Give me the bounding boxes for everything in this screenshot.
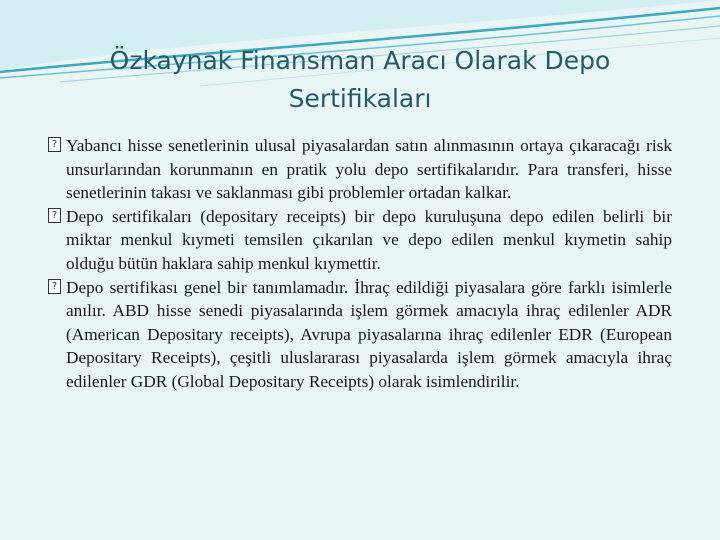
bullet-icon: ?	[48, 137, 61, 152]
paragraph-text: Yabancı hisse senetlerinin ulusal piyasalardan satın alınmasının ortaya çıkaracağı risk unsurlarından korunmanın en pratik yolu depo sertifikalarıdır. Para transferi, hisse senetlerinin takası ve saklanması gibi problemler ortadan kalkar.	[66, 136, 672, 203]
bullet-paragraph-3	[48, 276, 672, 394]
bullet-paragraph-2	[48, 205, 672, 276]
paragraph-text: Depo sertifikaları (depositary receipts) bir depo kuruluşuna depo edilen belirli bir miktar menkul kıymeti temsilen çıkarılan ve depo edilen menkul kıymetin sahip olduğu bütün haklara sahip menkul kıymettir.	[66, 206, 672, 273]
slide-title: Özkaynak Finansman Aracı Olarak Depo Sertifikaları	[109, 46, 611, 113]
bullet-paragraph-1	[48, 134, 672, 205]
slide-body	[48, 134, 672, 394]
paragraph-text: Depo sertifikası genel bir tanımlamadır. İhraç edildiği piyasalara göre farklı isimlerle anılır. ABD hisse senedi piyasalarında işlem görmek amacıyla ihraç edilenler ADR (American Depositary receipts), Avrupa piyasalarına ihraç edilenler EDR (European Depositary Receipts), çeşitli uluslararası piyasalarda işlem görmek amacıyla ihraç edilenler GDR (Global Depositary Receipts) olarak isimlendirilir.	[66, 277, 672, 391]
bullet-icon: ?	[48, 208, 61, 223]
bullet-icon: ?	[48, 279, 61, 294]
